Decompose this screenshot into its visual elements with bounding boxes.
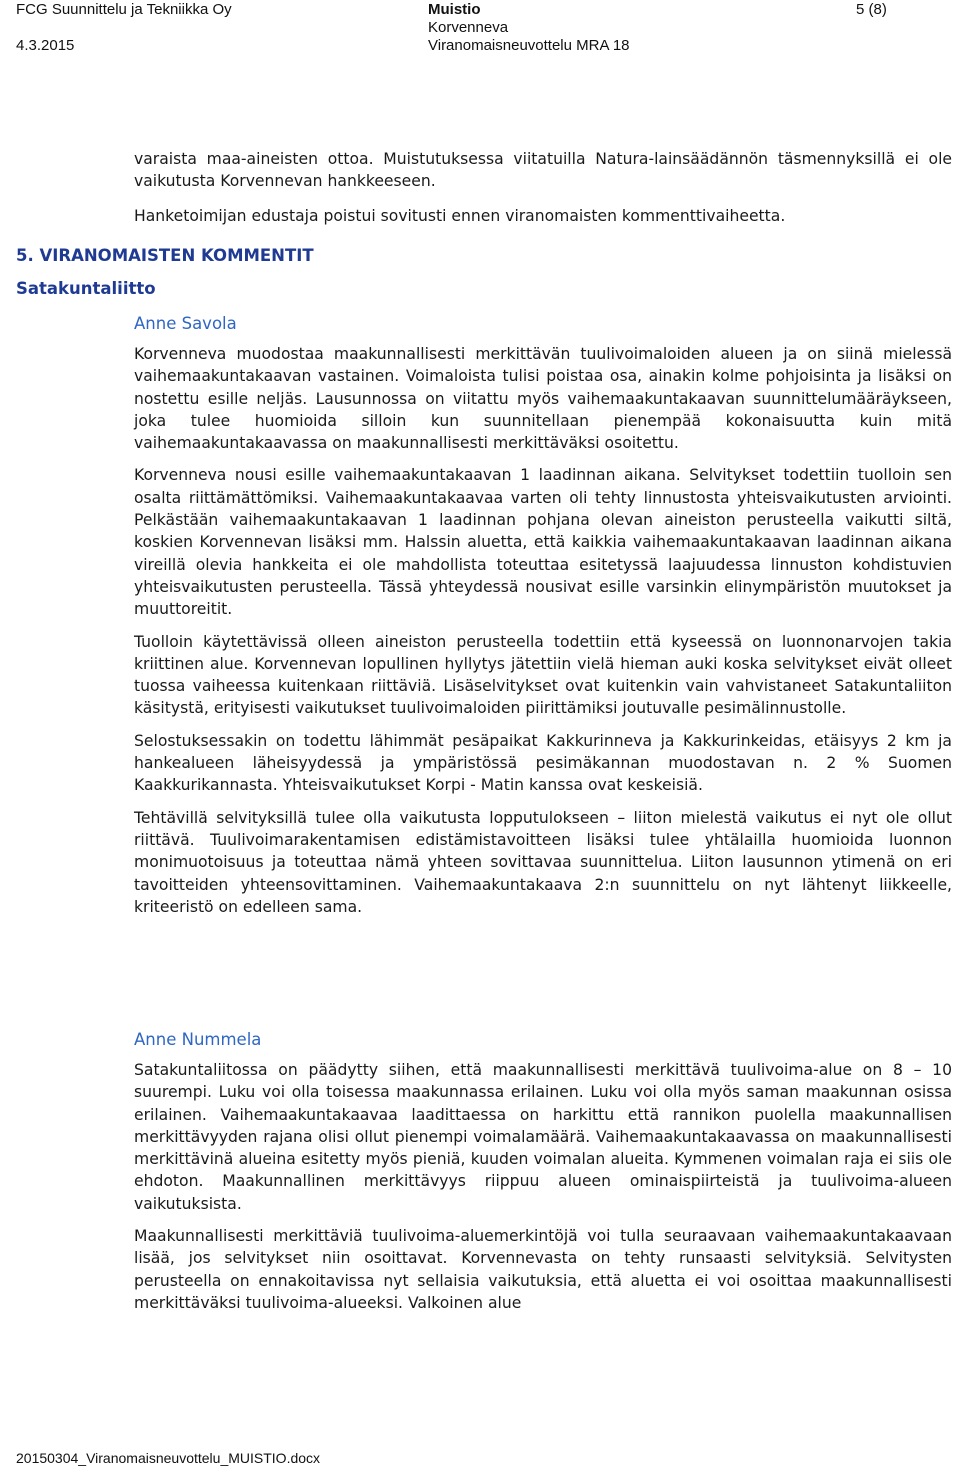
header-doc-title: Viranomaisneuvottelu MRA 18 — [428, 37, 630, 54]
paragraph: Korvenneva nousi esille vaihemaakuntakaavan 1 laadinnan aikana. Selvitykset todettiin tuolloin sen osalta riittämättömiksi. Vaihemaakuntakaavaa varten oli tehty linnustosta yhteisvaikutusten arviointi. Pelkästään vaihemaakuntakaavan 1 laadinnan pohjana olevan aineiston perusteella vaikutti siltä, koskien Korvennevan lisäksi mm. Halssin aluetta, että kaikkia vaihemaakuntakaavan laadinnan aikana vireillä olevia hankkeita ei ole mahdollista toteuttaa esitetyssä laajuudessa linnuston kohdistuvien yhteisvaikutusten perusteella. Tässä yhteydessä nousivat esille varsinkin elinympäristön muutokset ja muuttoreitit. — [134, 466, 952, 619]
person-name: Anne Savola — [134, 314, 237, 333]
section-title: 5. VIRANOMAISTEN KOMMENTIT — [16, 246, 314, 265]
paragraph: Korvenneva muodostaa maakunnallisesti merkittävän tuulivoimaloiden alueen ja on siinä mielessä vaihemaakuntakaavan vastainen. Voimaloista tulisi poistaa osa, ainakin kolme pohjoisinta ja lisäksi on nostettu esille neljäs. Lausunnossa on viitattu myös vaihemaakuntakaavan suunnittelumääräykseen, joka tulee huomioida silloin kun suunnitellaan pienempää kokonaisuutta kuin mitä vaihemaakuntakaavassa on maakunnallisesti merkittäväksi osoitettu. — [134, 345, 952, 453]
footer-filename: 20150304_Viranomaisneuvottelu_MUISTIO.docx — [16, 1450, 321, 1466]
paragraph: Maakunnallisesti merkittäviä tuulivoima-aluemerkintöjä voi tulla seuraavaan vaihemaakuntakaavaan lisää, jos selvitykset niin osoittavat. Korvennevasta on tehty runsaasti selvityksiä. Selvitysten perusteella on ennakoitavissa nyt sellaisia vaikutuksia, että aluetta ei voi osoittaa maakunnallisesti merkittäväksi tuulivoima-alueeksi. Valkoinen alue — [134, 1227, 952, 1312]
organization-title: Satakuntaliitto — [16, 279, 156, 298]
paragraph: Tehtävillä selvityksillä tulee olla vaikutusta lopputulokseen – liiton mielestä vaikutus ei nyt ole ollut riittävä. Tuulivoimarakentamisen edistämistavoitteen lisäksi tulee yhtälailla huomioida luonnon monimuotoisuus ja toteuttaa nämä yhteen sovittavaa suunnittelua. Liiton lausunnon ytimenä on eri tavoitteiden yhteensovittaminen. Vaihemaakuntakaava 2:n suunnittelu on nyt lähtenyt liikkeelle, kriteeristö on edelleen sama. — [134, 808, 952, 916]
paragraph: Tuolloin käytettävissä olleen aineiston perusteella todettiin että kyseessä on luonnonarvojen takia kriittinen alue. Korvennevan lopullinen hyllytys jätettiin vielä hieman auki koska selvitykset eivät olleet tuossa vaiheessa kuitenkaan riittäviä. Lisäselvitykset ovat kuitenkin vain vahvistaneet Satakuntaliiton käsitystä, erityisesti vaikutukset tuulivoimaloiden piirittämiksi joutuvalle pesimälinnustolle. — [134, 632, 952, 718]
intro-block — [134, 148, 952, 227]
person1-block — [134, 314, 952, 918]
header-company: FCG Suunnittelu ja Tekniikka Oy — [16, 1, 232, 18]
paragraph: Selostuksessakin on todettu lähimmät pesäpaikat Kakkurinneva ja Kakkurinkeidas, etäisyys 2 km ja hankealueen läheisyydessä ja ympäristössä pesimäkannan muodostavan n. 2 % Suomen Kaakkurikannasta. Yhteisvaikutukset Korpi - Matin kanssa ovat keskeisiä. — [134, 731, 952, 795]
intro-paragraph: Hanketoimijan edustaja poistui sovitusti ennen viranomaisten kommenttivaiheetta. — [134, 206, 786, 225]
person-name: Anne Nummela — [134, 1030, 262, 1049]
person2-block — [134, 1030, 952, 1314]
header-date: 4.3.2015 — [16, 37, 75, 54]
header-project: Korvenneva — [428, 19, 509, 36]
intro-paragraph: varaista maa-aineisten ottoa. Muistutuksessa viitatuilla Natura-lainsäädännön täsmennyksillä ei ole vaikutusta Korvennevan hankkeeseen. — [134, 150, 952, 191]
header-doc-type: Muistio — [428, 1, 481, 18]
header-page-number: 5 (8) — [856, 1, 887, 18]
paragraph: Satakuntaliitossa on päädytty siihen, että maakunnallisesti merkittävä tuulivoima-alue on 8 – 10 suurempi. Luku voi olla toisessa maakunnassa erilainen. Luku voi olla myös saman maakunnan osissa erilainen. Vaihemaakuntakaavaa laadittaessa on harkittu että rannikon puolella maakunnallisen merkittävyyden rajana olisi ollut pienempi voimalamäärä. Vaihemaakuntakaavassa on maakunnallisesti merkittävinä alueina esitetty myös pieniä, kuuden voimalan alueita. Kymmenen voimalan raja ei siis ole ehdoton. Maakunnallinen merkittävyys riippuu alueen ominaispiirteistä ja tuulivoima-alueen vaikutuksista. — [134, 1061, 952, 1213]
